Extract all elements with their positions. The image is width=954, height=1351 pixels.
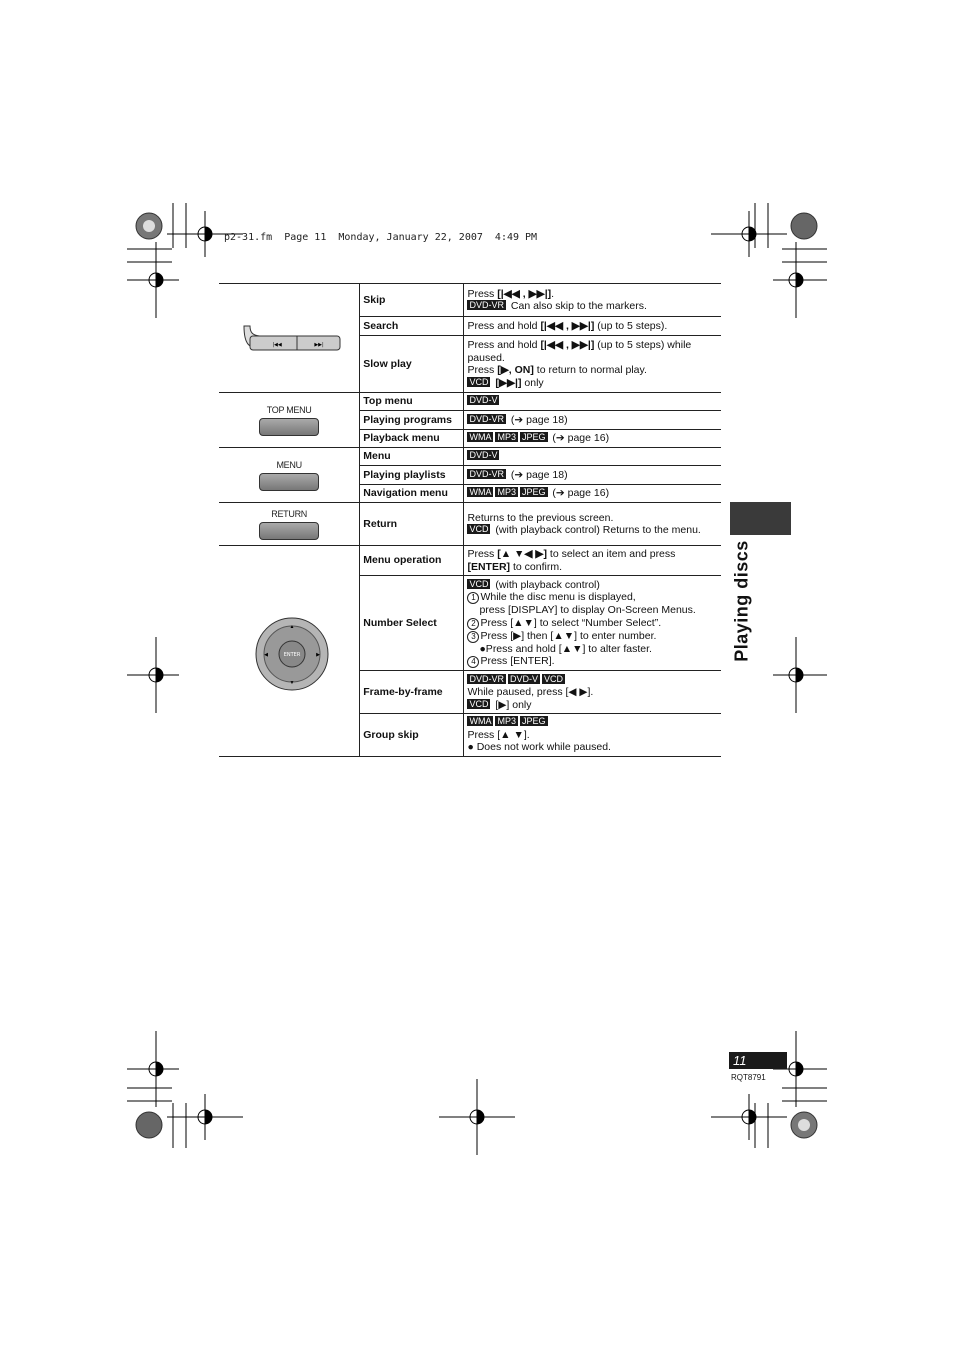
badge-dvd-vr: DVD-VR <box>469 468 504 479</box>
navigation-pad-cell <box>219 546 360 757</box>
func-playing-programs: Playing programs <box>360 411 464 429</box>
return-button-cell <box>219 503 360 546</box>
skip-buttons-illustration <box>222 286 356 390</box>
func-playing-playlists: Playing playlists <box>360 466 464 484</box>
table-row <box>219 448 721 466</box>
badge-vcd: VCD <box>469 578 489 589</box>
svg-text:▶: ▶ <box>316 652 320 658</box>
func-return: Return <box>360 503 464 546</box>
func-number-select: Number Select <box>360 576 464 671</box>
document-code: RQT8791 <box>731 1073 766 1082</box>
badge-vcd: VCD <box>469 376 489 387</box>
badge-mp3: MP3 <box>497 487 516 498</box>
badge-vcd: VCD <box>469 524 489 534</box>
top-menu-button-cell <box>219 393 360 448</box>
desc-navigation-menu: WMA MP3 JPEG (➔ page 16) <box>464 484 721 502</box>
badge-dvd-v: DVD-V <box>469 450 498 461</box>
func-search: Search <box>360 317 464 336</box>
badge-vcd: VCD <box>469 698 489 709</box>
badge-vcd: VCD <box>544 673 564 684</box>
table-row <box>219 546 721 576</box>
menu-button-cell <box>219 448 360 503</box>
badge-dvd-v: DVD-V <box>469 395 498 406</box>
return-button[interactable] <box>259 522 319 540</box>
badge-wma: WMA <box>469 432 492 443</box>
top-menu-button[interactable] <box>259 418 319 436</box>
navigation-pad-illustration <box>222 548 356 754</box>
badge-mp3: MP3 <box>497 716 516 727</box>
desc-frame-by-frame: DVD-VR DVD-V VCD While paused, press [◀ ▶]. VCD [▶] only <box>464 671 721 714</box>
file-header: p2-31.fm Page 11 Monday, January 22, 2007 4:49 PM <box>224 232 538 243</box>
table-row <box>219 284 721 317</box>
badge-dvd-vr: DVD-VR <box>469 300 504 310</box>
section-title: Playing discs <box>731 540 752 662</box>
svg-text:◀: ◀ <box>264 652 268 658</box>
menu-label: MENU <box>276 459 302 470</box>
menu-button[interactable] <box>259 473 319 491</box>
desc-menu-operation: Press [▲ ▼◀ ▶] to select an item and press [ENTER] to confirm. <box>464 546 721 576</box>
desc-playing-playlists: DVD-VR (➔ page 18) <box>464 466 721 484</box>
svg-text:▶▶|: ▶▶| <box>314 342 324 348</box>
func-group-skip: Group skip <box>360 714 464 757</box>
badge-dvd-vr: DVD-VR <box>469 413 504 424</box>
func-skip: Skip <box>360 284 464 317</box>
func-frame-by-frame: Frame-by-frame <box>360 671 464 714</box>
svg-text:▼: ▼ <box>289 680 295 686</box>
desc-playing-programs: DVD-VR (➔ page 18) <box>464 411 721 429</box>
operations-table <box>219 283 721 757</box>
svg-text:▲: ▲ <box>289 624 295 630</box>
func-top-menu: Top menu <box>360 393 464 411</box>
desc-skip: Press [|◀◀ , ▶▶|]. DVD-VR Can also skip to the markers. <box>464 284 721 317</box>
func-menu: Menu <box>360 448 464 466</box>
top-menu-label: TOP MENU <box>266 404 312 415</box>
skip-search-buttons-image <box>219 284 360 393</box>
table-row <box>219 503 721 546</box>
desc-top-menu <box>464 393 721 411</box>
desc-playback-menu: WMA MP3 JPEG (➔ page 16) <box>464 429 721 447</box>
desc-menu <box>464 448 721 466</box>
page-number: 11 <box>729 1052 787 1069</box>
badge-wma: WMA <box>469 716 492 727</box>
enter-button-label: ENTER <box>283 652 301 658</box>
badge-dvd-vr: DVD-VR <box>469 673 504 684</box>
badge-jpeg: JPEG <box>521 716 546 727</box>
badge-dvd-v: DVD-V <box>509 673 538 684</box>
func-playback-menu: Playback menu <box>360 429 464 447</box>
desc-search: Press and hold [|◀◀ , ▶▶|] (up to 5 steps). <box>464 317 721 336</box>
return-label: RETURN <box>271 508 307 519</box>
desc-slow-play: Press and hold [|◀◀ , ▶▶|] (up to 5 steps) while paused. Press [▶, ON] to return to normal play. VCD [▶▶|] only <box>464 336 721 393</box>
func-navigation-menu: Navigation menu <box>360 484 464 502</box>
desc-return: Returns to the previous screen. VCD (with playback control) Returns to the menu. <box>464 503 721 546</box>
func-menu-operation: Menu operation <box>360 546 464 576</box>
func-slow-play: Slow play <box>360 336 464 393</box>
table-row <box>219 393 721 411</box>
badge-jpeg: JPEG <box>521 487 546 498</box>
desc-number-select: VCD (with playback control) 1 While the disc menu is displayed, press [DISPLAY] to display On-Screen Menus. 2 Press [▲▼] to select “Number Select”. 3 Press [▶] then [▲▼] to enter number. ●Press and hold [▲▼] to alter faster. 4 Press [ENTER]. <box>464 576 721 671</box>
desc-group-skip: WMA MP3 JPEG Press [▲ ▼]. ● Does not work while paused. <box>464 714 721 757</box>
svg-text:|◀◀: |◀◀ <box>272 342 282 348</box>
badge-wma: WMA <box>469 487 492 498</box>
section-tab <box>730 502 791 535</box>
badge-mp3: MP3 <box>497 432 516 443</box>
badge-jpeg: JPEG <box>521 432 546 443</box>
